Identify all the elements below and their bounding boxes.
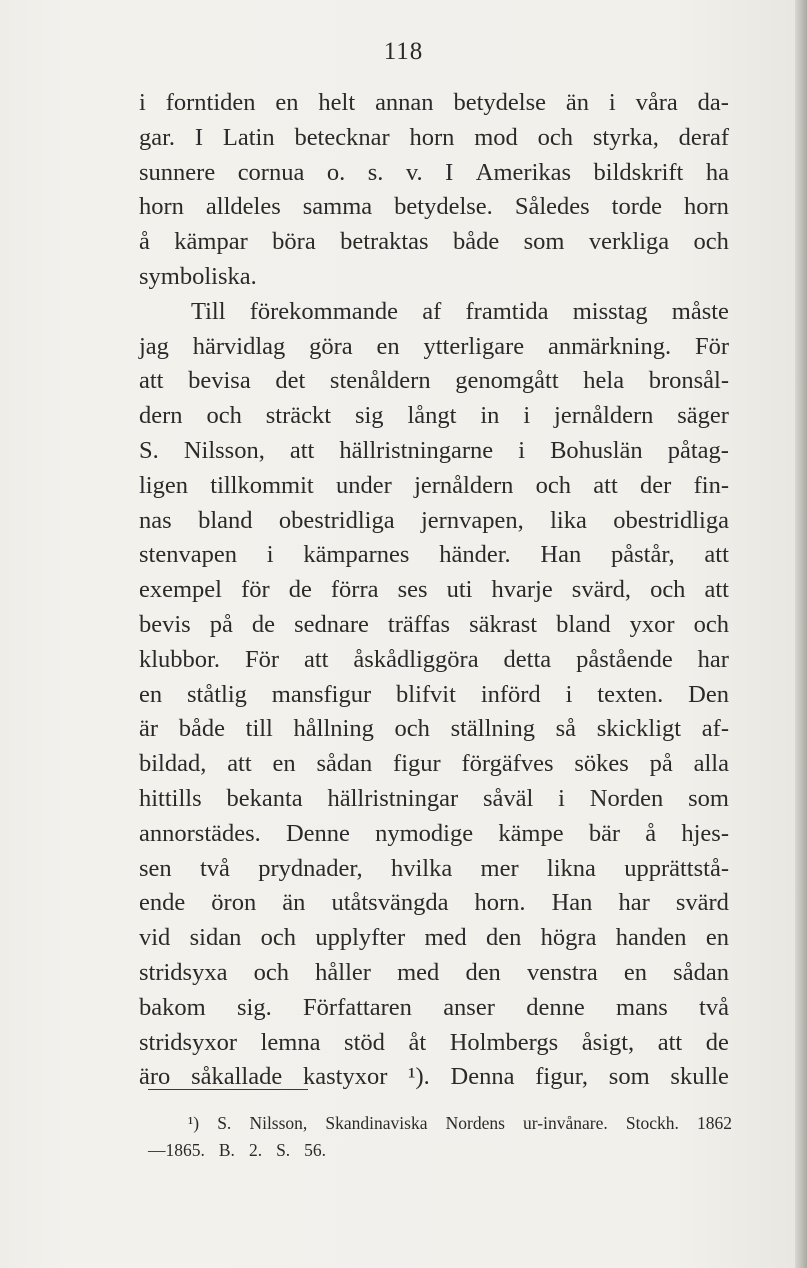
word: i	[565, 680, 573, 708]
word: kastyxor	[302, 1063, 388, 1091]
word: böra	[272, 228, 316, 256]
word: forntiden	[165, 89, 256, 116]
word: figur,	[535, 1063, 589, 1091]
word: förgäfves	[461, 750, 554, 778]
word: två	[699, 993, 729, 1021]
word: skickligt	[596, 715, 682, 743]
word: att	[704, 541, 729, 569]
word: säkrast	[469, 610, 538, 638]
word: I	[194, 123, 204, 151]
text-line	[139, 573, 729, 608]
word: en	[275, 89, 299, 116]
word: nymodige	[375, 819, 474, 847]
word: och	[535, 471, 572, 499]
word: ytterligare	[423, 332, 525, 360]
text-line	[139, 852, 729, 887]
word: nas	[139, 506, 172, 534]
word: misstag	[572, 297, 648, 325]
text-line	[139, 434, 729, 469]
word: Holmbergs	[449, 1028, 559, 1056]
text-line	[139, 747, 729, 782]
word: Således	[514, 193, 590, 221]
word: införd	[480, 680, 541, 708]
word: jernvapen,	[421, 506, 524, 534]
word: obestridliga	[613, 506, 729, 534]
word: i	[523, 402, 531, 430]
word: som	[688, 784, 729, 812]
word: bland	[556, 610, 611, 638]
word: åsigt,	[581, 1028, 635, 1056]
word: samma	[302, 193, 373, 221]
text-line	[139, 991, 729, 1026]
word: har	[697, 645, 729, 673]
word: Denna	[450, 1063, 515, 1091]
word: kämparnes	[303, 541, 410, 569]
word: både	[452, 228, 500, 256]
word: sig	[354, 402, 384, 430]
word: våra	[635, 89, 678, 116]
word: med	[397, 958, 440, 986]
word: anser	[443, 993, 495, 1021]
word: dern	[139, 402, 183, 430]
word: under	[336, 471, 392, 499]
word: de	[705, 1028, 729, 1056]
word: Han	[551, 889, 593, 917]
word: hällristningarne	[339, 436, 494, 464]
word: äro	[139, 1063, 171, 1091]
word: alla	[693, 750, 729, 778]
word: säger	[677, 402, 729, 430]
word: Den	[688, 680, 729, 708]
word: och	[253, 958, 289, 986]
word: i	[558, 784, 565, 812]
word: den	[465, 958, 501, 986]
word: tillkommit	[210, 471, 314, 499]
text-line	[139, 399, 729, 434]
text-line	[139, 921, 729, 956]
word: upplyfter	[315, 924, 406, 952]
word: för	[241, 576, 270, 604]
word: att	[303, 645, 329, 673]
word: cornua	[237, 158, 305, 186]
word: sökes	[574, 750, 629, 778]
word: Skandinaviska	[325, 1113, 428, 1133]
word: bakom	[139, 993, 206, 1021]
text-line	[139, 538, 729, 573]
word: sig.	[237, 993, 272, 1021]
word: som	[523, 228, 565, 256]
word: och	[537, 123, 573, 151]
word: likna	[546, 854, 596, 882]
word: genomgått	[455, 367, 559, 395]
word: hvarje	[491, 576, 553, 604]
word: af	[422, 297, 442, 325]
word: horn.	[474, 889, 526, 917]
word: har	[618, 889, 650, 917]
word: långt	[407, 402, 457, 430]
text-line	[139, 156, 729, 191]
word: än	[565, 89, 589, 116]
word: exempel	[139, 576, 222, 604]
word: i	[266, 541, 274, 569]
word: Till	[191, 297, 226, 325]
text-line	[139, 886, 729, 921]
word: hittills	[139, 784, 202, 812]
word: i	[139, 89, 146, 116]
word: annan	[375, 89, 434, 116]
word: kämpe	[498, 819, 564, 847]
word: i	[518, 436, 526, 464]
word: in	[480, 402, 500, 430]
word: S.	[217, 1113, 232, 1133]
word: bär	[588, 819, 621, 847]
word: bevis	[139, 610, 191, 638]
word: symboliska.	[139, 262, 257, 290]
word: blifvit	[396, 680, 456, 708]
word: såväl	[482, 784, 534, 812]
word: påstående	[576, 645, 673, 673]
text-line	[139, 956, 729, 991]
word: S.	[139, 436, 159, 464]
word: ende	[139, 889, 186, 917]
word: hvilka	[390, 854, 453, 882]
word: framtida	[465, 297, 549, 325]
word: och	[394, 715, 430, 743]
word: mans	[616, 993, 668, 1021]
word: utåtsvängda	[331, 889, 449, 917]
word: Stockh.	[625, 1113, 679, 1133]
word: bronsål-	[648, 367, 729, 395]
word: påstår,	[611, 541, 675, 569]
word: stridsyxa	[139, 958, 228, 986]
word: påtag-	[667, 436, 729, 464]
footnote-rule	[148, 1089, 308, 1090]
word: sunnere	[139, 158, 216, 186]
word: förekommande	[249, 297, 399, 325]
word: ståtlig	[187, 680, 247, 708]
word: betydelse.	[394, 193, 493, 221]
word: stöd	[344, 1028, 385, 1056]
word: sidan	[189, 924, 242, 952]
word: lika	[550, 506, 587, 534]
word: styrka,	[592, 123, 659, 151]
word: bland	[198, 506, 253, 534]
footnote-line	[148, 1110, 732, 1137]
word: ha	[705, 158, 729, 186]
text-line	[139, 260, 729, 295]
word: håller	[315, 958, 371, 986]
word: venstra	[526, 958, 598, 986]
word: vid	[139, 924, 171, 952]
word: härvidlag	[192, 332, 286, 360]
word: bekanta	[226, 784, 303, 812]
word: Denne	[285, 819, 350, 847]
word: träffas	[387, 610, 451, 638]
text-line	[139, 782, 729, 817]
word: är	[139, 715, 159, 743]
word: deraf	[678, 123, 729, 151]
word: obestridliga	[278, 506, 395, 534]
word: den	[485, 924, 522, 952]
word: händer.	[439, 541, 511, 569]
word: kämpar	[174, 228, 248, 256]
word: texten.	[597, 680, 664, 708]
word: sen	[139, 854, 172, 882]
word: förra	[330, 576, 379, 604]
word: gar.	[139, 123, 176, 151]
word: både	[178, 715, 225, 743]
word: prydnader,	[258, 854, 363, 882]
word: denne	[526, 993, 585, 1021]
footnote-line	[148, 1137, 732, 1164]
word: åt	[408, 1028, 427, 1056]
word: bevisa	[188, 367, 251, 395]
word: å	[139, 228, 150, 256]
word: att	[704, 576, 729, 604]
word: fin-	[693, 471, 729, 499]
word: figur	[393, 750, 441, 778]
text-line	[139, 330, 729, 365]
word: i	[608, 89, 616, 116]
word: sednare	[294, 610, 369, 638]
word: B.	[218, 1140, 235, 1160]
word: bildad,	[139, 750, 207, 778]
word: jag	[139, 332, 169, 360]
text-line	[139, 225, 729, 260]
word: stridsyxor	[139, 1028, 237, 1056]
word: horn	[139, 193, 184, 221]
word: horn	[684, 193, 729, 221]
word: Han	[540, 541, 582, 569]
word: sådan	[316, 750, 373, 778]
word: att	[289, 436, 315, 464]
word: jernåldern	[414, 471, 514, 499]
text-line	[139, 121, 729, 156]
word: och	[693, 610, 729, 638]
word: sådan	[673, 958, 729, 986]
word: öron	[211, 889, 257, 917]
page-number: 118	[383, 38, 424, 65]
word: 1862	[696, 1113, 732, 1133]
word: det	[275, 367, 306, 395]
word: Författaren	[303, 993, 412, 1021]
footnote	[148, 1110, 732, 1164]
word: af-	[701, 715, 729, 743]
word: ¹)	[188, 1113, 200, 1133]
word: på	[649, 750, 673, 778]
word: betecknar	[294, 123, 390, 151]
word: betydelse	[453, 89, 546, 116]
word: handen	[615, 924, 687, 952]
word: en	[705, 924, 729, 952]
word: Latin	[222, 123, 275, 151]
word: Bohuslän	[550, 436, 643, 464]
word: så	[555, 715, 577, 743]
word: hela	[583, 367, 625, 395]
word: stenvapen	[139, 541, 237, 569]
body-text	[139, 86, 729, 1095]
word: och	[206, 402, 242, 430]
word: För	[244, 645, 279, 673]
text-line	[139, 364, 729, 399]
word: och	[260, 924, 297, 952]
word: verkliga	[588, 228, 670, 256]
word: mer	[480, 854, 519, 882]
word: ligen	[139, 471, 188, 499]
word: o.	[326, 158, 346, 186]
word: på	[209, 610, 233, 638]
text-line	[139, 712, 729, 747]
text-line	[139, 678, 729, 713]
word: För	[694, 332, 729, 360]
word: 2.	[248, 1140, 263, 1160]
text-line	[139, 469, 729, 504]
word: I	[445, 158, 454, 186]
word: s.	[367, 158, 384, 186]
word: alldeles	[205, 193, 281, 221]
word: åskådliggöra	[353, 645, 479, 673]
word: S.	[276, 1140, 291, 1160]
word: med	[424, 924, 467, 952]
word: måste	[671, 297, 729, 325]
word: svärd	[675, 889, 729, 917]
word: ur-invånare.	[523, 1113, 608, 1133]
word: till	[245, 715, 273, 743]
word: der	[640, 471, 672, 499]
word: skulle	[670, 1063, 729, 1091]
page-edge	[795, 0, 807, 1268]
word: da-	[697, 89, 729, 116]
word: två	[199, 854, 230, 882]
text-line	[139, 608, 729, 643]
text-line	[139, 817, 729, 852]
text-line	[139, 295, 729, 330]
word: uti	[446, 576, 473, 604]
word: hällristningar	[327, 784, 459, 812]
word: hjes-	[681, 819, 729, 847]
word: mod	[474, 123, 518, 151]
word: göra	[309, 332, 353, 360]
word: som	[608, 1063, 650, 1091]
word: att	[227, 750, 252, 778]
word: jernåldern	[554, 402, 654, 430]
word: lemna	[260, 1028, 321, 1056]
word: såkallade	[191, 1063, 283, 1091]
word: ses	[397, 576, 428, 604]
word: v.	[405, 158, 423, 186]
word: bildskrift	[593, 158, 684, 186]
word: detta	[503, 645, 552, 673]
word: Amerikas	[475, 158, 572, 186]
word: de	[288, 576, 312, 604]
word: Nordens	[445, 1113, 505, 1133]
word: klubbor.	[139, 645, 220, 673]
text-line	[139, 86, 729, 121]
word: en	[139, 680, 163, 708]
word: svärd,	[571, 576, 631, 604]
word: 56.	[304, 1140, 327, 1160]
word: en	[623, 958, 647, 986]
word: en	[272, 750, 296, 778]
word: annorstädes.	[139, 819, 261, 847]
word: en	[376, 332, 400, 360]
word: ¹).	[408, 1063, 430, 1091]
word: betraktas	[340, 228, 429, 256]
word: högra	[540, 924, 597, 952]
text-line	[139, 643, 729, 678]
word: Nilsson,	[183, 436, 265, 464]
text-line	[139, 190, 729, 225]
word: de	[251, 610, 276, 638]
word: ställning	[450, 715, 535, 743]
word: att	[139, 367, 164, 395]
word: att	[593, 471, 618, 499]
word: stenåldern	[329, 367, 431, 395]
word: —1865.	[148, 1140, 205, 1160]
word: och	[693, 228, 729, 256]
word: Norden	[589, 784, 664, 812]
word: torde	[611, 193, 662, 221]
word: yxor	[629, 610, 675, 638]
text-line	[139, 504, 729, 539]
word: än	[282, 889, 306, 917]
word: upprättstå-	[624, 854, 729, 882]
word: Nilsson,	[249, 1113, 308, 1133]
word: mansfigur	[271, 680, 372, 708]
word: å	[645, 819, 657, 847]
word: helt	[318, 89, 356, 116]
word: sträckt	[265, 402, 332, 430]
word: hållning	[293, 715, 374, 743]
word: och	[650, 576, 686, 604]
word: att	[657, 1028, 683, 1056]
text-line	[139, 1026, 729, 1061]
word: anmärkning.	[547, 332, 672, 360]
word: horn	[409, 123, 455, 151]
